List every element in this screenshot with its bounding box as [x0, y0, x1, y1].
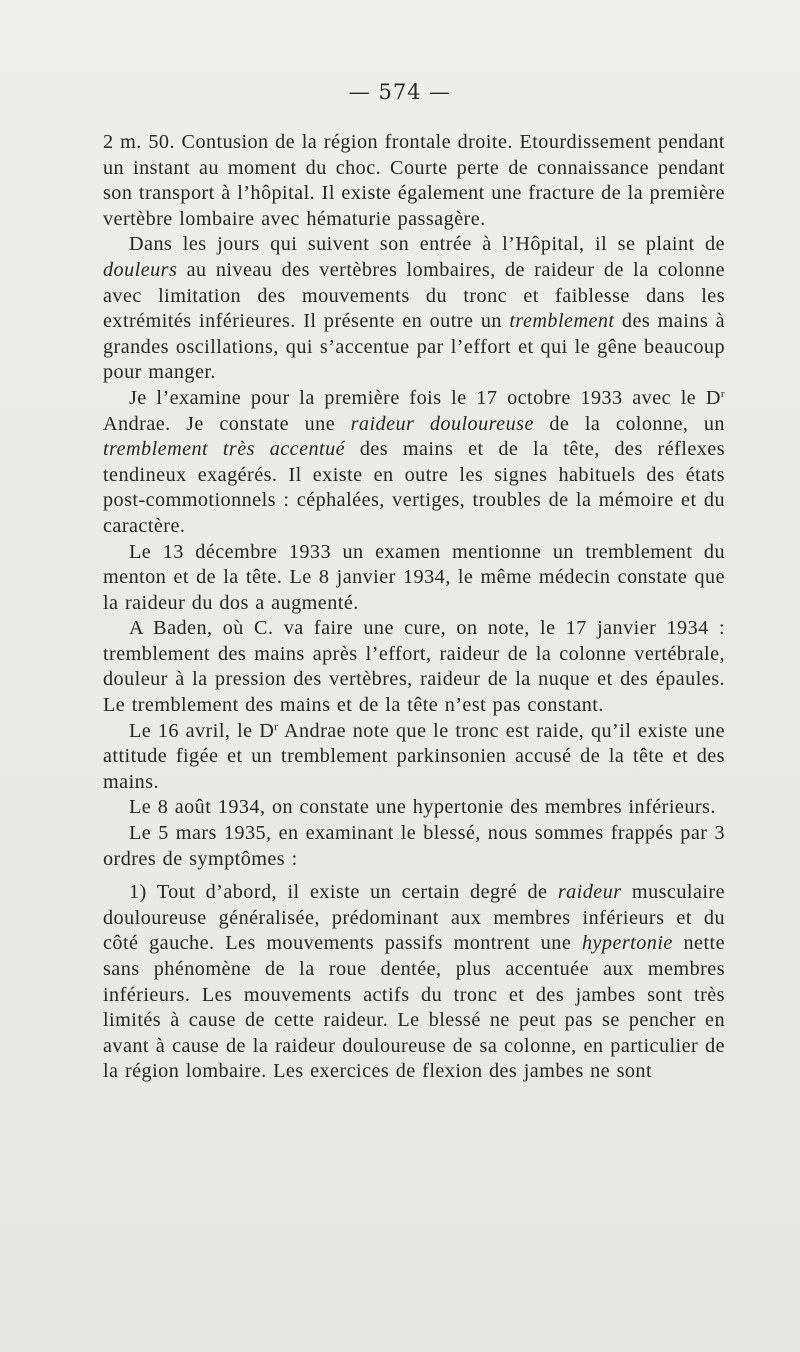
- paragraph-9: 1) Tout d’abord, il existe un certain degré de raideur musculaire douloureuse généralisée, prédominant aux membres inférieurs et du côté gauche. Les mouvements passifs montrent une hypertonie nette sans phénomène de la roue dentée, plus accentuée aux membres inférieurs. Les mouvements actifs du tronc et des jambes sont très limités à cause de cette raideur. Le blessé ne peut pas se pencher en avant à cause de la raideur douloureuse de sa colonne, en particulier de la région lombaire. Les exercices de flexion des jambes ne sont: [103, 881, 725, 1083]
- paragraph-4: Le 13 décembre 1933 un examen mentionne un tremblement du menton et de la tête. Le 8 janvier 1934, le même médecin constate que la raideur du dos a augmenté.: [103, 540, 725, 614]
- paragraph-2: Dans les jours qui suivent son entrée à l’Hôpital, il se plaint de douleurs au niveau des vertèbres lombaires, de raideur de la colonne avec limitation des mouvements du tronc et faiblesse dans les extrémités inférieures. Il présente en outre un tremblement des mains à grandes oscillations, qui s’accentue par l’effort et qui le gêne beaucoup pour manger.: [103, 233, 725, 384]
- page-number: — 574 —: [348, 80, 452, 104]
- paragraph-1: 2 m. 50. Contusion de la région frontale droite. Etourdissement pendant un instant au moment du choc. Courte perte de connaissance pendant son transport à l’hôpital. Il existe également une fracture de la première vertèbre lombaire avec hématurie passagère.: [103, 131, 725, 230]
- paragraph-3: Je l’examine pour la première fois le 17 octobre 1933 avec le $D^r$ Andrae. Je constate une raideur douloureuse de la colonne, un tremblement très accentué des mains et de la tête, des réflexes tendineux exagérés. Il existe en outre les signes habituels des états post-commotionnels : céphalées, vertiges, troubles de la mémoire et du caractère.: [103, 386, 726, 537]
- paragraph-8: Le 5 mars 1935, en examinant le blessé, nous sommes frappés par 3 ordres de symptômes :: [103, 822, 725, 870]
- body-text: [103, 130, 725, 1085]
- paragraph-7: Le 8 août 1934, on constate une hypertonie des membres inférieurs.: [129, 796, 716, 819]
- paragraph-5: A Baden, où C. va faire une cure, on note, le 17 janvier 1934 : tremblement des mains après l’effort, raideur de la colonne vertébrale, douleur à la pression des vertèbres, raideur de la nuque et des épaules. Le tremblement des mains et de la tête n’est pas constant.: [103, 617, 725, 717]
- paragraph-6: Le 16 avril, le $D^r$ Andrae note que le tronc est raide, qu’il existe une attitude figée et un tremblement parkinsonien accusé de la tête et des mains.: [103, 719, 726, 793]
